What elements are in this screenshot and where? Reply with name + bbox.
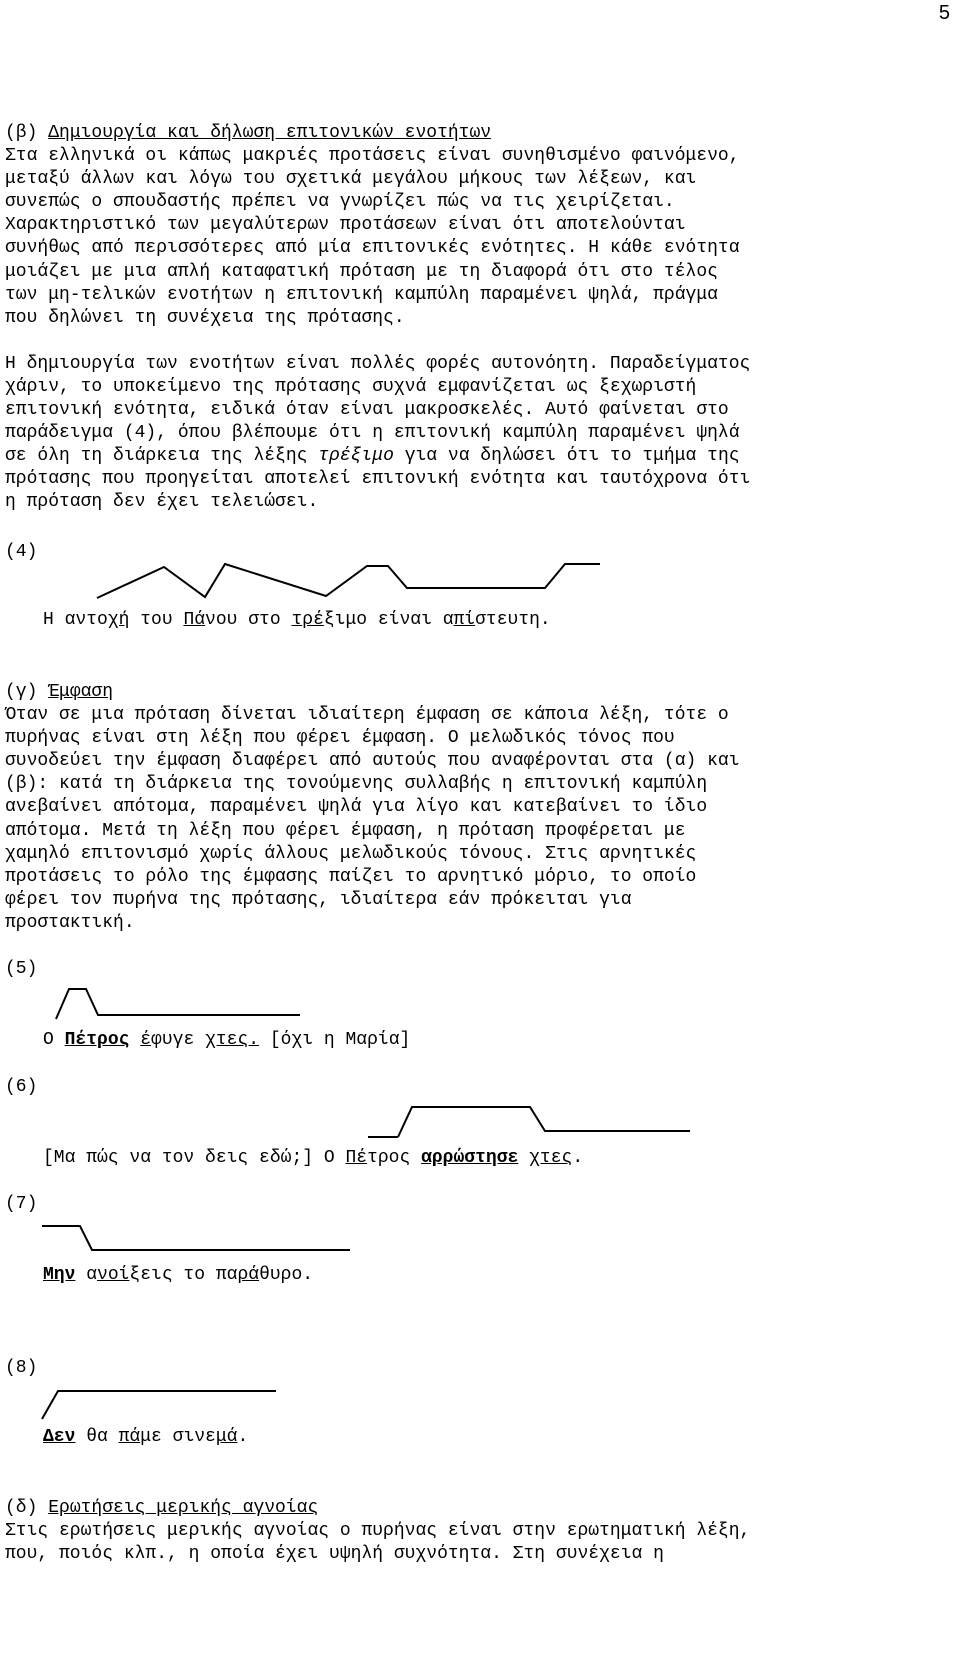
section-b-p2-line-4: παράδειγμα (4), όπου βλέπουμε ότι η επιτονική καμπύλη παραμένει ψηλά (5, 423, 740, 444)
emphasis-word: αρρώστησε (421, 1148, 519, 1168)
section-g-p1-line-2: πυρήνας είναι στη λέξη που φέρει έμφαση. Ο μελωδικός τόνος που (5, 728, 675, 749)
section-b-p1-line-2: μεταξύ άλλων και λόγω του σχετικά μεγάλου μήκους των λέξεων, και (5, 169, 697, 190)
section-b-p2-line-1: Η δημιουργία των ενοτήτων είναι πολλές φορές αυτονόητη. Παραδείγματος (5, 354, 751, 374)
section-d-p1-line-1: Στις ερωτήσεις μερικής αγνοίας ο πυρήνας είναι στην ερωτηματική λέξη, (5, 1521, 751, 1541)
section-b-p1-line-4: Χαρακτηριστικό των μεγαλύτερων προτάσεων είναι ότι αποτελούνται (5, 215, 686, 236)
example-6-sentence: [Μα πώς να τον δεις εδώ;] Ο Πέτρος αρρώστησε χτες. (43, 1148, 584, 1168)
section-b-p1-line-7: των μη-τελικών ενοτήτων η επιτονική καμπύλη παραμένει ψηλά, πράγμα (5, 284, 718, 305)
section-g-heading: (γ) Έμφαση (5, 682, 114, 702)
section-g-p1-line-6: απότομα. Μετά τη λέξη που φέρει έμφαση, η πρόταση προφέρεται με (5, 820, 686, 841)
section-g-p1-line-1: Όταν σε μια πρόταση δίνεται ιδιαίτερη έμφαση σε κάποια λέξη, τότε ο (5, 705, 729, 725)
example-5-sentence: Ο Πέτρος έφυγε χτες. [όχι η Μαρία] (43, 1030, 411, 1050)
negation-word: Μην (43, 1265, 76, 1285)
section-b-p1-line-1: Στα ελληνικά οι κάπως μακριές προτάσεις είναι συνηθισμένο φαινόμενο, (5, 146, 740, 166)
example-8-pitch-contour (0, 1387, 960, 1427)
section-b-p1-line-6: μοιάζει με μια απλή καταφατική πρόταση με τη διαφορά ότι στο τέλος (5, 261, 718, 282)
section-g-p1-line-9: φέρει τον πυρήνα της πρότασης, ιδιαίτερα εάν πρόκειται για (5, 889, 632, 910)
section-d-heading: (δ) Ερωτήσεις μερικής αγνοίας (5, 1498, 319, 1518)
section-b-paragraph-2-line-5: σε όλη τη διάρκεια της λέξης τρέξιμο για να δηλώσει ότι το τμήμα της (5, 446, 740, 466)
section-g-p1-line-5: ανεβαίνει απότομα, παραμένει ψηλά για λίγο και κατεβαίνει το ίδιο (5, 797, 708, 818)
example-7-sentence: Μην ανοίξεις το παράθυρο. (43, 1265, 314, 1285)
section-b-p1-line-3: συνεπώς ο σπουδαστής πρέπει να γνωρίζει πώς να τις χειρίζεται. (5, 192, 675, 213)
example-4-pitch-contour (0, 560, 960, 610)
example-5-pitch-contour (0, 985, 960, 1025)
example-7-pitch-contour (0, 1222, 960, 1262)
example-7-number: (7) (5, 1194, 38, 1214)
section-b-p2-line-3: επιτονική ενότητα, ειδικά όταν είναι μακροσκελές. Αυτό φαίνεται στο (5, 400, 729, 421)
section-g-p1-line-7: χαμηλό επιτονισμό χωρίς άλλους μελωδικούς τόνους. Στις αρνητικές (5, 843, 697, 864)
example-4-sentence: Η αντοχή του Πάνου στο τρέξιμο είναι απίστευτη. (43, 610, 551, 630)
example-5-number: (5) (5, 959, 38, 979)
section-g-p1-line-3: συνοδεύει την έμφαση διαφέρει από αυτούς που αναφέρονται στα (α) και (5, 751, 740, 772)
section-g-p1-line-4: (β): κατά τη διάρκεια της τονούμενης συλλαβής η επιτονική καμπύλη (5, 774, 708, 795)
section-b-p2-tail-line-1: πρότασης που προηγείται αποτελεί επιτονική ενότητα και ταυτόχρονα ότι (5, 469, 751, 489)
negation-word: Δεν (43, 1427, 76, 1447)
emphasis-word: Πέτρος (64, 1030, 130, 1050)
example-4-number: (4) (5, 542, 38, 562)
section-b-heading: (β) Δημιουργία και δήλωση επιτονικών ενοτήτων (5, 123, 492, 143)
section-g-p1-line-10: προστακτική. (5, 912, 135, 933)
section-b-p1-line-5: συνήθως από περισσότερες από μία επιτονικές ενότητες. Η κάθε ενότητα (5, 238, 740, 259)
example-8-number: (8) (5, 1358, 38, 1378)
example-6-number: (6) (5, 1077, 38, 1097)
example-6-pitch-contour (0, 1103, 960, 1143)
section-b-p2-line-2: χάριν, το υποκείμενο της πρότασης συχνά εμφανίζεται ως ξεχωριστή (5, 377, 697, 398)
section-b-p2-tail-line-2: η πρόταση δεν έχει τελειώσει. (5, 492, 319, 513)
word-trexsimo: τρέξιμο (318, 446, 394, 466)
page-number: 5 (938, 2, 950, 24)
section-b-p1-line-8: που δηλώνει τη συνέχεια της πρότασης. (5, 307, 405, 328)
section-d-p1-line-2: που, ποιός κλπ., η οποία έχει υψηλή συχνότητα. Στη συνέχεια η (5, 1544, 664, 1565)
example-8-sentence: Δεν θα πάμε σινεμά. (43, 1427, 249, 1447)
section-g-p1-line-8: προτάσεις το ρόλο της έμφασης παίζει το αρνητικό μόριο, το οποίο (5, 866, 697, 887)
